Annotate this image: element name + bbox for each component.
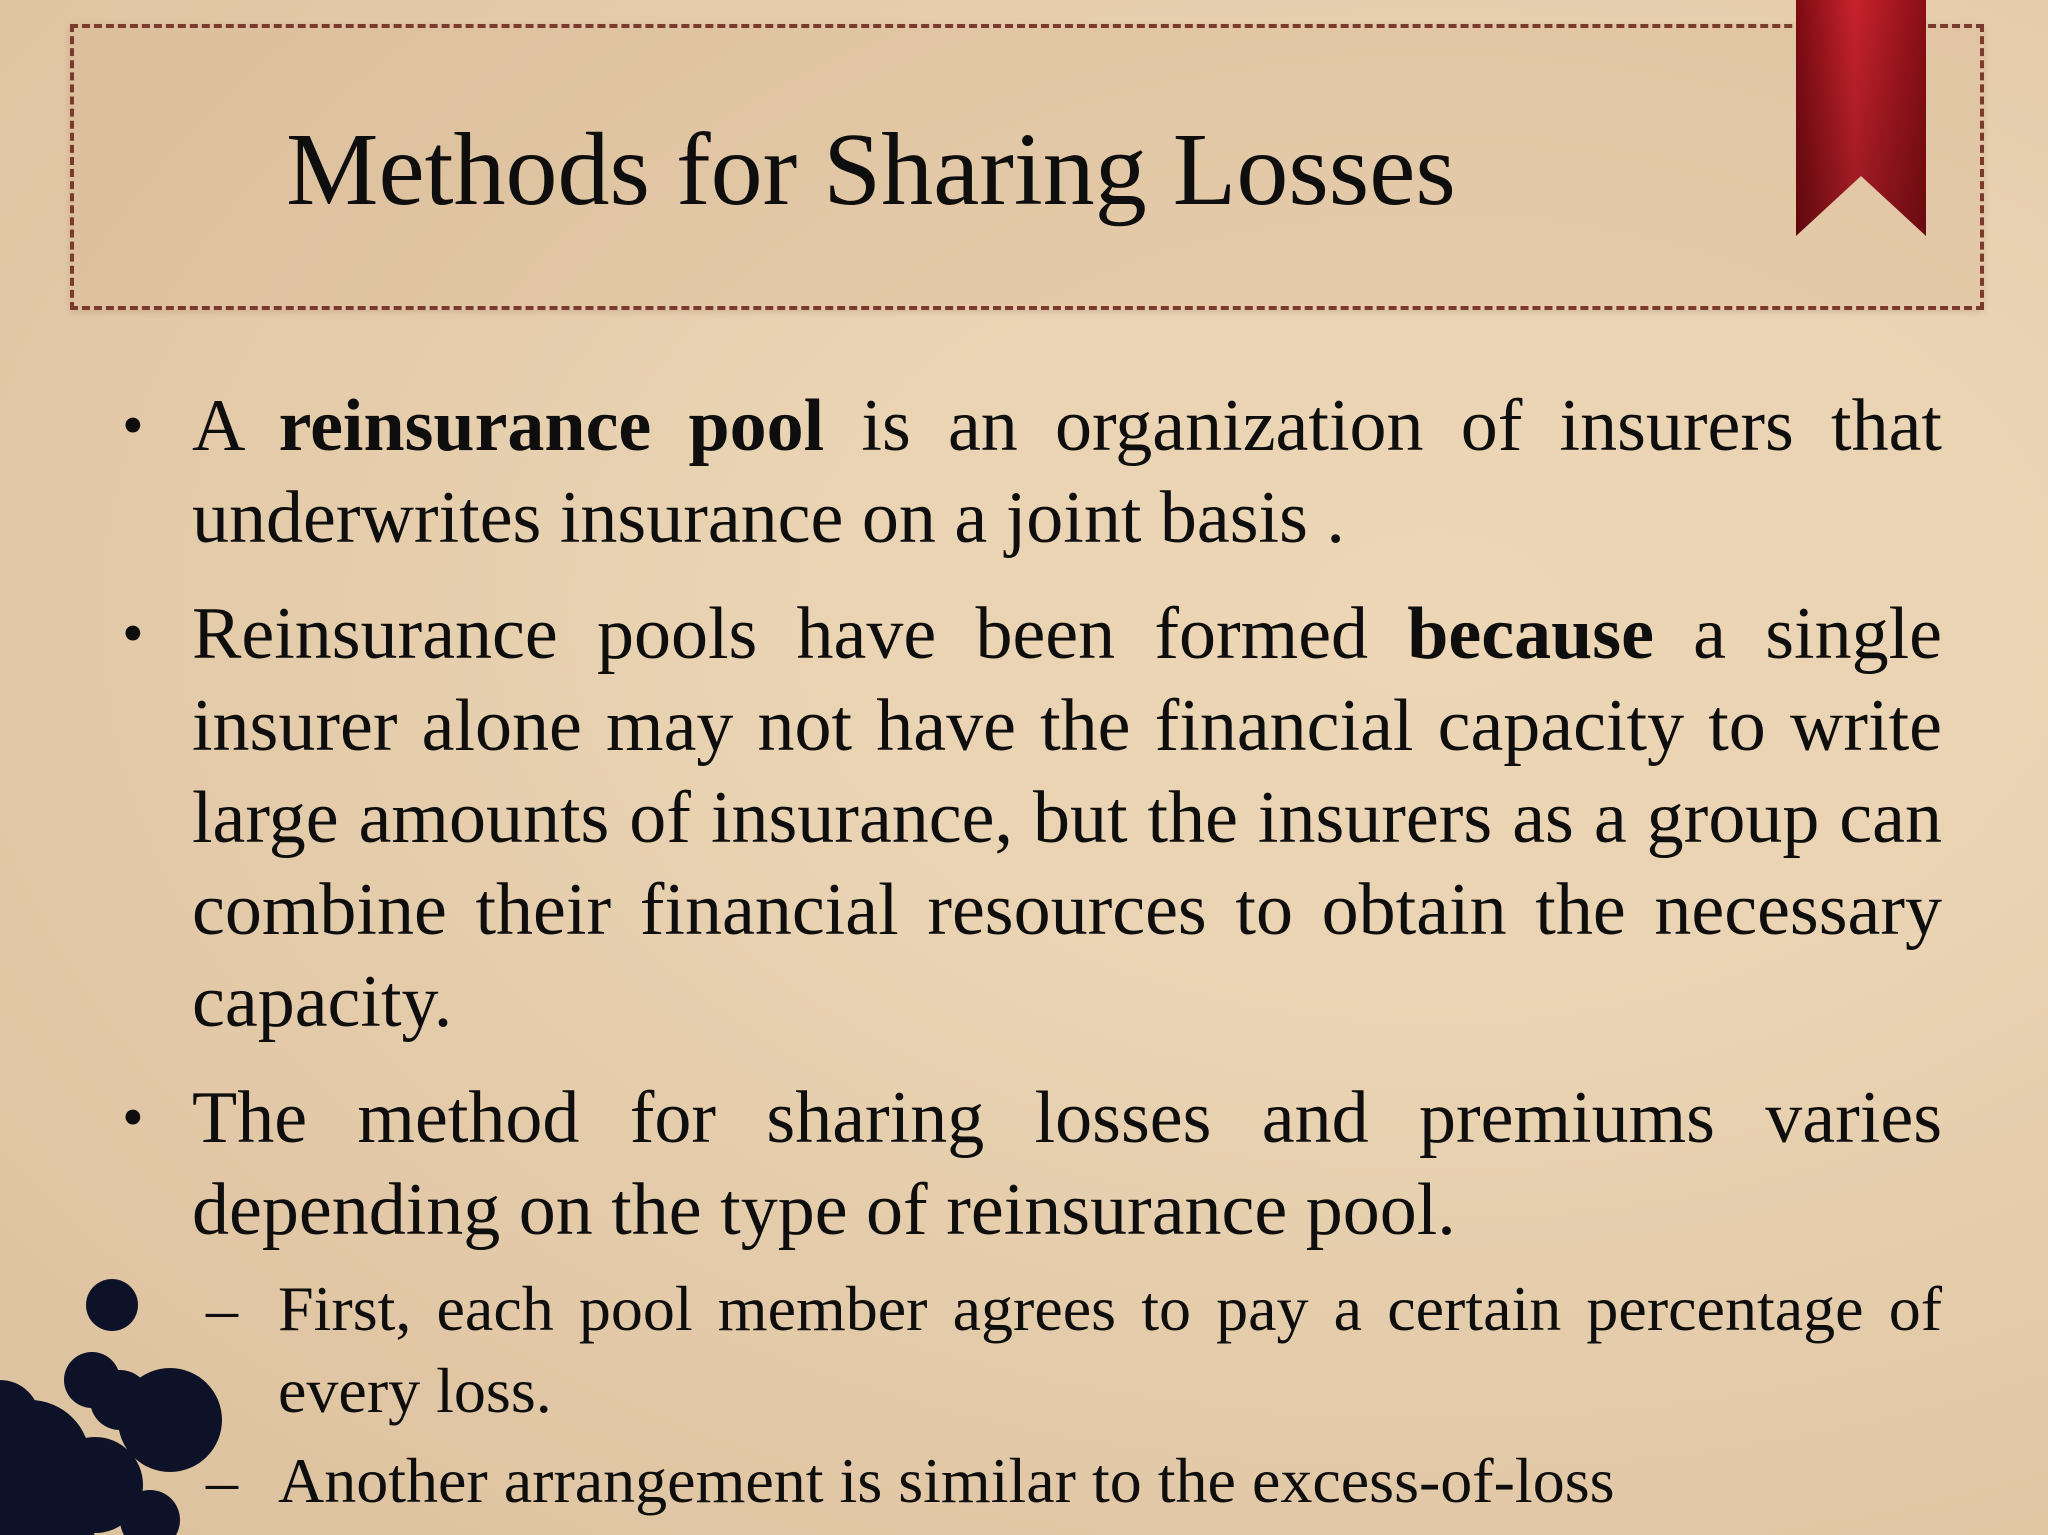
sub-bullet-marker: – [206, 1445, 238, 1516]
bullet-sharing-method: • The method for sharing losses and premiums varies depending on the type of reinsurance pool. [118, 1072, 1942, 1256]
bold-term: because [1407, 593, 1654, 675]
sub-bullet-second-method: – Another arrangement is similar to the excess-of-loss [118, 1440, 1942, 1522]
bookmark-ribbon-icon [1796, 0, 1926, 236]
ink-blot-decoration [0, 1270, 240, 1535]
sub-bullet-marker: – [206, 1273, 238, 1344]
sub-bullet-first-method: – First, each pool member agrees to pay a certain percentage of every loss. [118, 1268, 1942, 1432]
slide-title: Methods for Sharing Losses [286, 112, 1456, 227]
bullet-reinsurance-pool-definition: • A reinsurance pool is an organization of insurers that underwrites insurance on a joint basis . [118, 380, 1942, 564]
bold-term: reinsurance pool [278, 385, 825, 467]
bullet-marker: • [122, 1084, 144, 1152]
bullet-marker: • [122, 392, 144, 460]
slide-body [118, 380, 1942, 1522]
bullet-marker: • [122, 600, 144, 668]
bullet-why-pools-formed: • Reinsurance pools have been formed because a single insurer alone may not have the financial capacity to write large amounts of insurance, but the insurers as a group can combine their financial resources to obtain the necessary capacity. [118, 588, 1942, 1048]
